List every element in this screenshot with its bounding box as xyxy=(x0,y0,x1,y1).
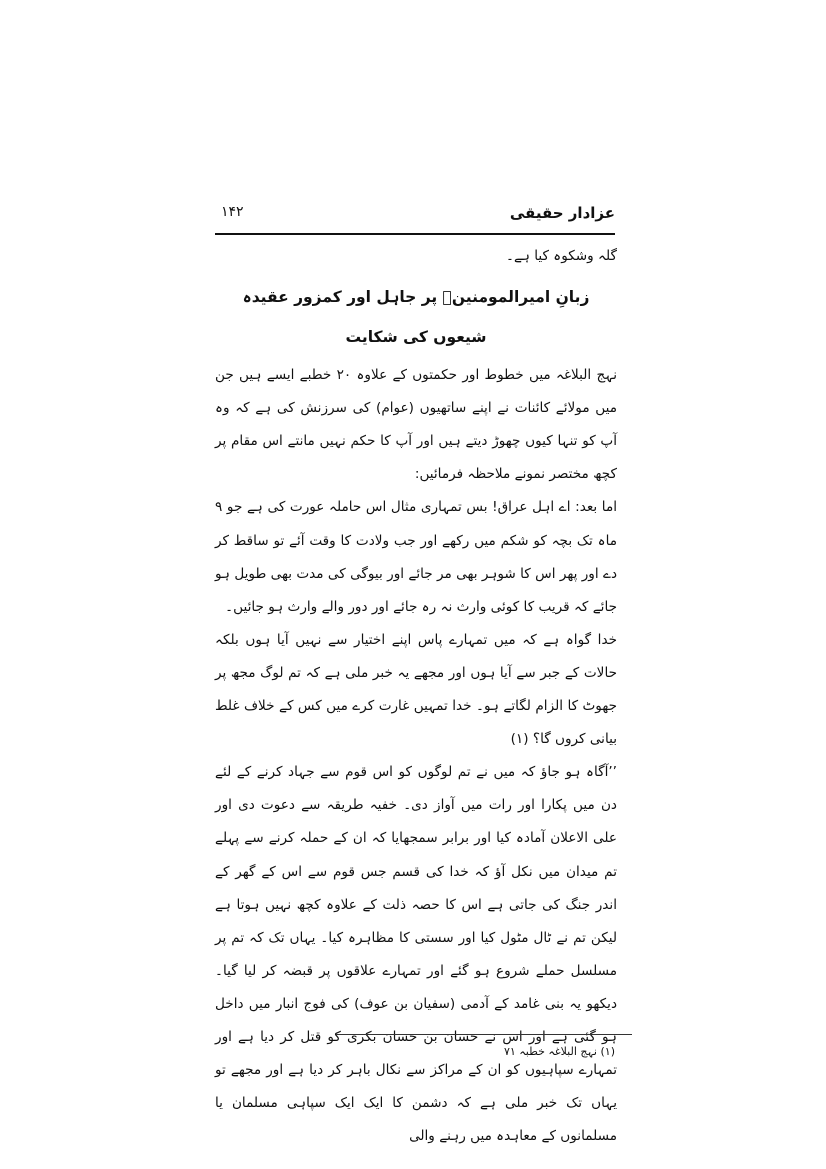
section-heading: زبانِ امیرالمومنینؑ پر جاہل اور کمزور عقیدہ شیعوں کی شکایت xyxy=(242,288,590,347)
book-title: عزادار حقیقی xyxy=(509,204,615,222)
page-number: ۱۴۲ xyxy=(221,204,244,220)
footnote: (۱) نہج البلاغہ خطبہ ۷۱ xyxy=(503,1045,615,1058)
paragraph-witness: خدا گواہ ہے کہ میں تمہارے پاس اپنے اختیار سے نہیں آیا ہوں بلکہ حالات کے جبر سے آیا ہوں اور مجھے یہ خبر ملی ہے کہ تم لوگ مجھ پر جھوٹ کا الزام لگاتے ہو۔ خدا تمہیں غارت کرے میں کس کے خلاف غلط بیانی کروں گا؟ (۱) xyxy=(215,631,617,748)
footnote-rule xyxy=(336,1034,632,1035)
page-header xyxy=(215,202,615,230)
lead-line: گلہ وشکوہ کیا ہے۔ xyxy=(506,248,617,264)
header-rule xyxy=(215,233,615,235)
paragraph-jihad: ’’آگاہ ہو جاؤ کہ میں نے تم لوگوں کو اس قوم سے جہاد کرنے کے لئے دن میں پکارا اور رات میں آواز دی۔ خفیہ طریقہ سے دعوت دی اور علی الاعلان آمادہ کیا اور برابر سمجھایا کہ ان کے حملہ کرنے سے پہلے تم میدان میں نکل آؤ کہ خدا کی قسم جس قوم سے اس کے گھر کے اندر جنگ کی جاتی ہے اس کا حصہ ذلت کے علاوہ کچھ نہیں ہوتا ہے لیکن تم نے ٹال مٹول کیا اور سستی کا مظاہرہ کیا۔ یہاں تک کہ تم پر مسلسل حملے شروع ہو گئے اور تمہارے علاقوں پر قبضہ کر لیا گیا۔ دیکھو یہ بنی غامد کے آدمی (سفیان بن عوف) کی فوج انبار میں داخل ہو گئی ہے اور اس نے حسان بن حسان بکری کو قتل کر دیا ہے اور تمہارے سپاہیوں کو ان کے مراکز سے نکال باہر کر دیا ہے اور مجھے تو یہاں تک خبر ملی ہے کہ دشمن کا ایک ایک سپاہی مسلمان یا مسلمانوں کے معاہدہ میں رہنے والی xyxy=(215,764,617,1145)
paragraph-intro: نہج البلاغہ میں خطوط اور حکمتوں کے علاوہ ۲۰ خطبے ایسے ہیں جن میں مولائے کائنات نے اپنے ساتھیوں (عوام) کی سرزنش کی ہے کہ وہ آپ کو تنہا کیوں چھوڑ دیتے ہیں اور آپ کا حکم نہیں مانتے اس مقام پر کچھ مختصر نمونے ملاحظہ فرمائیں: xyxy=(215,367,617,483)
paragraph-iraq: اما بعد: اے اہل عراق! بس تمہاری مثال اس حاملہ عورت کی ہے جو ۹ ماہ تک بچہ کو شکم میں رکھے اور جب ولادت کا وقت آئے تو ساقط کر دے اور پھر اس کا شوہر بھی مر جائے اور بیوگی کی مدت بھی طویل ہو جائے کہ قریب کا کوئی وارث نہ رہ جائے اور دور والے وارث ہو جائیں۔ xyxy=(215,499,617,615)
page-body xyxy=(215,240,617,1153)
